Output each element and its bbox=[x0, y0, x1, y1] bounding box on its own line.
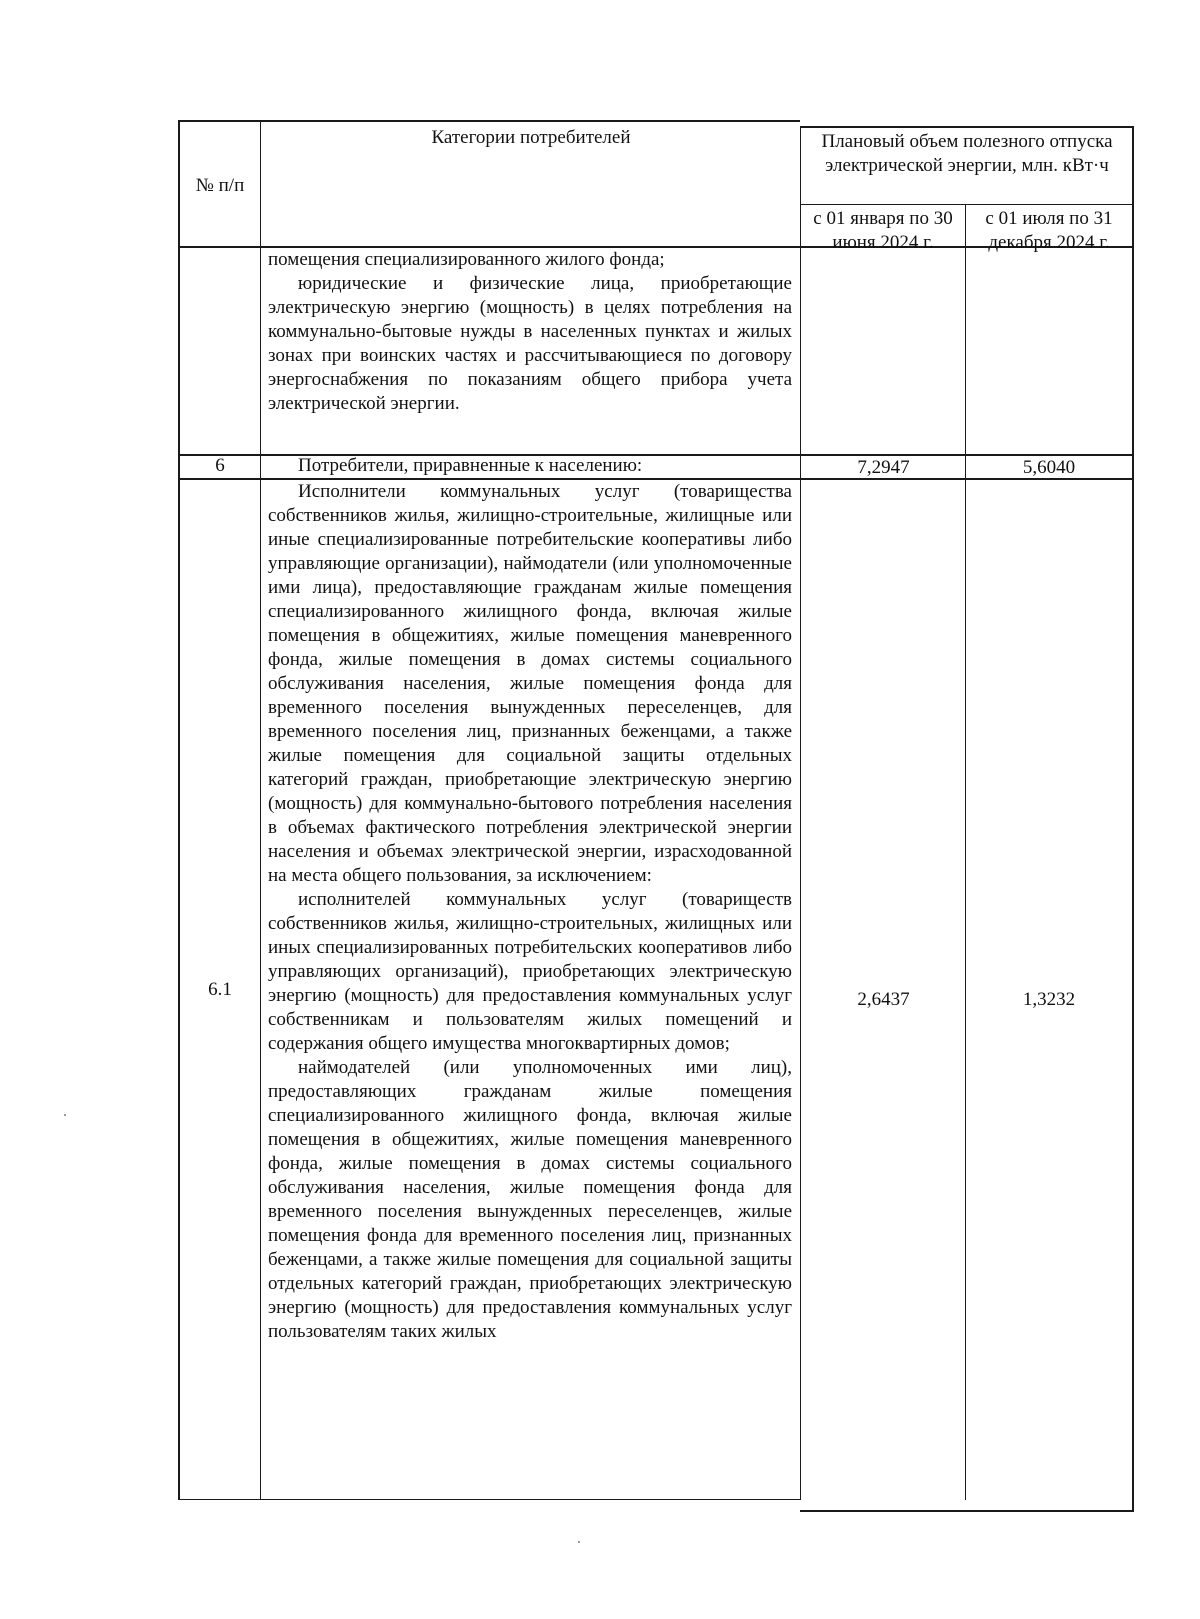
table-divider-periods bbox=[965, 205, 966, 1500]
table-divider-number bbox=[260, 120, 261, 1500]
row-continued-category bbox=[268, 248, 792, 454]
row-61-paragraph-3: наймодателей (или уполномоченных ими лиц), предоставляющих гражданам жилые помещения специализированного жилищного фонда, включая жилые помещения в общежитиях, жилые помещения маневренного фонда, жилые помещения в домах системы социального обслуживания населения, жилые помещения фонда для временного поселения вынужденных переселенцев, жилые помещения фонда для временного поселения лиц, признанных беженцами, а также жилые помещения для социальной защиты отдельных категорий граждан, приобретающих электрическую энергию (мощность) для предоставления коммунальных услуг пользователям таких жилых bbox=[268, 1057, 792, 1342]
table-border-top bbox=[178, 120, 800, 122]
scan-speck bbox=[64, 1114, 66, 1116]
row-61-category bbox=[268, 480, 792, 1500]
table-divider-category bbox=[800, 126, 801, 1500]
header-category: Категории потребителей bbox=[431, 127, 631, 148]
row-continued-paragraph-2: юридические и физические лица, приобретающие электрическую энергию (мощность) в целях потребления на коммунально-бытовые нужды в населенных пунктах и жилых зонах при воинских частях и рассчитывающиеся по договору энергоснабжения по показаниям общего прибора учета электрической энергии. bbox=[268, 273, 792, 414]
row-6-value-2: 5,6040 bbox=[1022, 457, 1076, 478]
row-6-paragraph-1: Потребители, приравненные к населению: bbox=[298, 455, 643, 476]
row-6-number: 6 bbox=[215, 455, 225, 476]
header-volume: Плановый объем полезного отпуска электрической энергии, млн. кВт·ч bbox=[821, 131, 1113, 176]
table-border-left bbox=[178, 120, 180, 1500]
row-61-value-2: 1,3232 bbox=[1022, 989, 1076, 1010]
table-border-bottom-right bbox=[800, 1510, 1134, 1512]
table-border-right bbox=[1132, 126, 1134, 1511]
row-61-paragraph-1: Исполнители коммунальных услуг (товарищества собственников жилья, жилищно-строительные, жилищные или иные специализированные потребительские кооперативы либо управляющие организации), наймодатели (или уполномоченные ими лица), предоставляющие гражданам жилые помещения специализированного жилищного фонда, включая жилые помещения в общежитиях, жилые помещения маневренного фонда, жилые помещения в домах системы социального обслуживания населения, жилые помещения фонда для временного поселения вынужденных переселенцев, для временного поселения лиц, признанных беженцами, а также жилые помещения для социальной защиты отдельных категорий граждан, приобретающие электрическую энергию (мощность) для коммунально-бытового потребления населения в объемах фактического потребления электрической энергии населения и объемах электрической энергии, израсходованной на места общего пользования, за исключением: bbox=[268, 481, 792, 886]
row-61-value-1: 2,6437 bbox=[857, 989, 910, 1010]
header-period-2: с 01 июля по 31 декабря 2024 г. bbox=[985, 208, 1113, 253]
scan-speck bbox=[578, 1541, 580, 1543]
row-61-number: 6.1 bbox=[208, 979, 232, 1000]
table-border-top-right bbox=[800, 126, 1134, 128]
header-period-1: с 01 января по 30 июня 2024 г. bbox=[813, 208, 953, 253]
row-6-value-1: 7,2947 bbox=[857, 457, 910, 478]
header-subdivider bbox=[800, 204, 1134, 205]
header-number: № п/п bbox=[195, 175, 245, 196]
row-61-paragraph-2: исполнителей коммунальных услуг (товариществ собственников жилья, жилищно-строительных, жилищных или иных специализированных потребительских кооперативов либо управляющих организаций), приобретающих электрическую энергию (мощность) для предоставления коммунальных услуг собственникам и пользователям жилых помещений и содержания общего имущества многоквартирных домов; bbox=[268, 889, 792, 1054]
row-continued-paragraph-1: помещения специализированного жилого фонда; bbox=[268, 249, 665, 270]
row-6-category bbox=[268, 454, 792, 478]
